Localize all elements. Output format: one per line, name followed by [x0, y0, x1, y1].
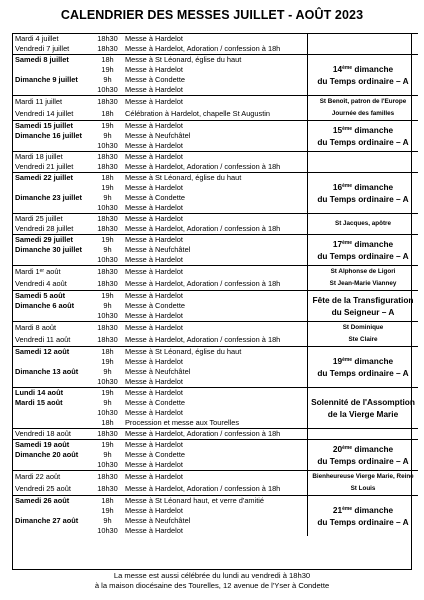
description-cell: Messe à Hardelot [125, 526, 183, 535]
day-cell: Lundi 14 août [12, 388, 93, 399]
time-cell: 19h [93, 440, 122, 451]
description-cell: Messe à Hardelot, Adoration / confession à 18h [122, 429, 308, 440]
day-cell: Mardi 11 juillet [12, 96, 93, 109]
time-cell: 18h30 [93, 214, 122, 225]
time-cell: 9h [103, 367, 112, 376]
day-cell [12, 408, 93, 418]
day-cell [12, 357, 93, 367]
day-cell: Mardi 18 juillet [12, 152, 93, 163]
description-cell: Messe à Hardelot [122, 214, 308, 225]
feast-line: 19ème dimanche [332, 356, 394, 366]
time-cell: 18h30 [97, 335, 118, 344]
day-cell: Vendredi 7 juillet [15, 44, 70, 53]
feast-line: du Temps ordinaire – A [317, 76, 409, 86]
description-cell: Messe à Hardelot [125, 506, 183, 515]
day-cell: Mardi 4 juillet [12, 34, 93, 45]
time-cell: 10h30 [97, 311, 118, 320]
feast-cell [308, 471, 419, 496]
description-cell: Messe à Neufchâtel [125, 245, 191, 254]
description-cell: Messe à Hardelot [125, 377, 183, 386]
description-cell: Messe à St Léonard, église du haut [122, 55, 308, 66]
description-cell: Messe à Condette [125, 398, 185, 407]
description-cell: Messe à Hardelot [122, 121, 308, 132]
time-cell: 10h30 [97, 460, 118, 469]
feast-cell [308, 214, 419, 235]
feast-line: St Dominique [342, 324, 384, 331]
time-cell: 10h30 [97, 203, 118, 212]
feast-line: du Temps ordinaire – A [317, 456, 409, 466]
day-cell [12, 526, 93, 536]
description-cell: Messe à Hardelot [125, 311, 183, 320]
feast-line: du Seigneur – A [331, 307, 395, 317]
footer-note [0, 571, 424, 591]
time-cell: 10h30 [97, 85, 118, 94]
description-cell: Messe à Hardelot [125, 255, 183, 264]
description-cell: Messe à Neufchâtel [125, 131, 191, 140]
time-cell: 9h [103, 450, 112, 459]
time-cell: 19h [93, 388, 122, 399]
day-cell [12, 460, 93, 471]
schedule-body [12, 34, 418, 537]
feast-line: St Benoît, patron de l'Europe [319, 98, 407, 105]
schedule-row [12, 440, 418, 451]
feast-cell [308, 173, 419, 214]
description-cell: Messe à Hardelot [122, 235, 308, 246]
day-cell [12, 377, 93, 388]
day-cell: Dimanche 16 juillet [15, 131, 82, 140]
description-cell: Messe à Condette [125, 301, 185, 310]
description-cell: Messe à Condette [125, 450, 185, 459]
day-cell: Mardi 1er août [12, 266, 93, 279]
time-cell: 18h30 [97, 224, 118, 233]
description-cell: Messe à Hardelot [122, 291, 308, 302]
time-cell: 10h30 [97, 526, 118, 535]
schedule-row [12, 322, 418, 335]
time-cell: 19h [101, 183, 114, 192]
feast-cell [308, 152, 419, 173]
schedule-row [12, 235, 418, 246]
day-cell: Samedi 26 août [12, 496, 93, 507]
time-cell: 18h [101, 418, 114, 427]
feast-line: St Alphonse de Ligori [330, 268, 396, 275]
feast-cell [308, 496, 419, 537]
day-cell [12, 65, 93, 75]
day-cell: Dimanche 30 juillet [15, 245, 82, 254]
feast-line: de la Vierge Marie [327, 409, 399, 419]
feast-cell [308, 388, 419, 429]
time-cell: 10h30 [97, 377, 118, 386]
feast-cell [308, 347, 419, 388]
feast-line: Journée des familles [331, 110, 395, 117]
description-cell: Messe à Hardelot, Adoration / confession à 18h [125, 224, 281, 233]
page-title: CALENDRIER DES MESSES JUILLET - AOÛT 2023 [60, 8, 364, 22]
time-cell: 9h [103, 75, 112, 84]
feast-line: du Temps ordinaire – A [317, 137, 409, 147]
feast-line: St Jean-Marie Vianney [329, 280, 397, 287]
day-cell: Mardi 15 août [15, 398, 63, 407]
day-cell: Samedi 8 juillet [12, 55, 93, 66]
feast-line: 20ème dimanche [332, 444, 394, 454]
description-cell: Messe à Hardelot [125, 65, 183, 74]
description-cell: Procession et messe aux Tourelles [125, 418, 240, 427]
footer-line: à la maison diocésaine des Tourelles, 12 avenue de l'Yser à Condette [94, 581, 330, 590]
feast-line: 15ème dimanche [332, 125, 394, 135]
day-cell: Vendredi 11 août [15, 335, 71, 344]
day-cell: Samedi 15 juillet [12, 121, 93, 132]
feast-line: du Temps ordinaire – A [317, 251, 409, 261]
schedule-row [12, 34, 418, 45]
day-cell: Samedi 5 août [12, 291, 93, 302]
day-cell [12, 141, 93, 152]
feast-line: Bienheureuse Vierge Marie, Reine [312, 473, 414, 480]
time-cell: 18h30 [93, 266, 122, 279]
day-cell: Mardi 25 juillet [12, 214, 93, 225]
day-cell [12, 203, 93, 214]
time-cell: 9h [103, 245, 112, 254]
description-cell: Messe à St Léonard, église du haut [122, 173, 308, 184]
time-cell: 9h [103, 131, 112, 140]
feast-line: Solennité de l'Assomption [311, 397, 415, 407]
day-cell: Vendredi 28 juillet [15, 224, 74, 233]
day-cell: Vendredi 21 juillet [15, 162, 74, 171]
feast-line: Fête de la Transfiguration [312, 295, 414, 305]
time-cell: 18h [93, 496, 122, 507]
description-cell: Messe à Hardelot [125, 408, 183, 417]
time-cell: 19h [101, 506, 114, 515]
description-cell: Messe à St Léonard, église du haut [122, 347, 308, 358]
description-cell: Messe à Hardelot [125, 460, 183, 469]
description-cell: Messe à Hardelot [125, 183, 183, 192]
time-cell: 18h30 [97, 44, 118, 53]
time-cell: 10h30 [97, 141, 118, 150]
time-cell: 18h30 [93, 96, 122, 109]
feast-line: 17ème dimanche [332, 239, 394, 249]
time-cell: 18h30 [97, 162, 118, 171]
day-cell: Dimanche 6 août [15, 301, 75, 310]
feast-cell [308, 235, 419, 266]
mass-schedule-table [12, 33, 418, 536]
day-cell: Samedi 29 juillet [12, 235, 93, 246]
time-cell: 9h [103, 398, 112, 407]
time-cell: 18h [101, 109, 114, 118]
description-cell: Messe à Neufchâtel [125, 367, 191, 376]
day-cell: Mardi 8 août [12, 322, 93, 335]
feast-cell [308, 96, 419, 121]
footer-line: La messe est aussi célébrée du lundi au vendredi à 18h30 [113, 571, 311, 580]
description-cell: Messe à Hardelot [122, 388, 308, 399]
time-cell: 19h [93, 291, 122, 302]
description-cell: Messe à Hardelot [122, 96, 308, 109]
day-cell [12, 311, 93, 322]
day-cell [12, 418, 93, 429]
feast-cell [308, 429, 419, 440]
schedule-row [12, 152, 418, 163]
time-cell: 18h30 [93, 34, 122, 45]
day-cell [12, 85, 93, 96]
schedule-row [12, 388, 418, 399]
time-cell: 18h30 [93, 322, 122, 335]
time-cell: 18h30 [97, 484, 118, 493]
description-cell: Messe à Hardelot, Adoration / confession à 18h [125, 335, 281, 344]
schedule-row [12, 266, 418, 279]
feast-line: 21ème dimanche [332, 505, 394, 515]
feast-cell [308, 55, 419, 96]
time-cell: 10h30 [97, 408, 118, 417]
day-cell: Dimanche 23 juillet [15, 193, 82, 202]
feast-cell [308, 266, 419, 291]
description-cell: Messe à Hardelot [122, 471, 308, 484]
time-cell: 18h30 [93, 471, 122, 484]
description-cell: Messe à Hardelot [125, 203, 183, 212]
time-cell: 18h [93, 347, 122, 358]
day-cell: Dimanche 27 août [15, 516, 79, 525]
day-cell [12, 255, 93, 266]
time-cell: 18h30 [93, 429, 122, 440]
day-cell: Samedi 22 juillet [12, 173, 93, 184]
feast-cell [308, 121, 419, 152]
day-cell: Dimanche 13 août [15, 367, 79, 376]
description-cell: Messe à Hardelot, Adoration / confession à 18h [125, 279, 281, 288]
day-cell: Mardi 22 août [12, 471, 93, 484]
time-cell: 18h30 [93, 152, 122, 163]
schedule-row [12, 121, 418, 132]
time-cell: 19h [93, 235, 122, 246]
day-cell [12, 183, 93, 193]
schedule-row [12, 347, 418, 358]
description-cell: Messe à Hardelot, Adoration / confession à 18h [125, 44, 281, 53]
time-cell: 19h [101, 357, 114, 366]
description-cell: Messe à Hardelot [125, 85, 183, 94]
time-cell: 9h [103, 193, 112, 202]
day-cell [12, 506, 93, 516]
description-cell: Messe à Hardelot, Adoration / confession à 18h [125, 484, 281, 493]
feast-cell [308, 34, 419, 55]
feast-line: Ste Claire [348, 336, 378, 343]
feast-line: du Temps ordinaire – A [317, 517, 409, 527]
description-cell: Messe à Condette [125, 193, 185, 202]
description-cell: Messe à Hardelot [122, 266, 308, 279]
feast-line: 16ème dimanche [332, 182, 394, 192]
time-cell: 18h30 [97, 279, 118, 288]
time-cell: 10h30 [97, 255, 118, 264]
day-cell: Samedi 19 août [12, 440, 93, 451]
description-cell: Messe à Hardelot [125, 357, 183, 366]
time-cell: 19h [101, 65, 114, 74]
time-cell: 9h [103, 301, 112, 310]
schedule-row [12, 96, 418, 109]
description-cell: Célébration à Hardelot, chapelle St Augustin [125, 109, 271, 118]
day-cell: Dimanche 20 août [15, 450, 79, 459]
schedule-row [12, 173, 418, 184]
description-cell: Messe à Condette [125, 75, 185, 84]
schedule-row [12, 471, 418, 484]
description-cell: Messe à St Léonard haut, et verre d'amitié [122, 496, 308, 507]
feast-line: du Temps ordinaire – A [317, 194, 409, 204]
feast-cell [308, 322, 419, 347]
day-cell: Samedi 12 août [12, 347, 93, 358]
time-cell: 19h [93, 121, 122, 132]
description-cell: Messe à Hardelot [125, 141, 183, 150]
feast-line: St Louis [350, 485, 376, 492]
description-cell: Messe à Hardelot [122, 152, 308, 163]
time-cell: 9h [103, 516, 112, 525]
day-cell: Vendredi 18 août [12, 429, 93, 440]
description-cell: Messe à Neufchâtel [125, 516, 191, 525]
feast-line: du Temps ordinaire – A [317, 368, 409, 378]
description-cell: Messe à Hardelot [122, 440, 308, 451]
schedule-row [12, 429, 418, 440]
description-cell: Messe à Hardelot, Adoration / confession à 18h [125, 162, 281, 171]
feast-line: 14ème dimanche [332, 64, 394, 74]
time-cell: 18h [93, 173, 122, 184]
feast-cell [308, 440, 419, 471]
feast-line: St Jacques, apôtre [335, 220, 391, 227]
feast-cell [308, 291, 419, 322]
description-cell: Messe à Hardelot [122, 34, 308, 45]
description-cell: Messe à Hardelot [122, 322, 308, 335]
day-cell: Dimanche 9 juillet [15, 75, 78, 84]
schedule-row [12, 214, 418, 225]
day-cell: Vendredi 4 août [15, 279, 67, 288]
day-cell: Vendredi 14 juillet [15, 109, 74, 118]
time-cell: 18h [93, 55, 122, 66]
schedule-row [12, 55, 418, 66]
schedule-row [12, 496, 418, 507]
day-cell: Vendredi 25 août [15, 484, 71, 493]
schedule-row [12, 291, 418, 302]
